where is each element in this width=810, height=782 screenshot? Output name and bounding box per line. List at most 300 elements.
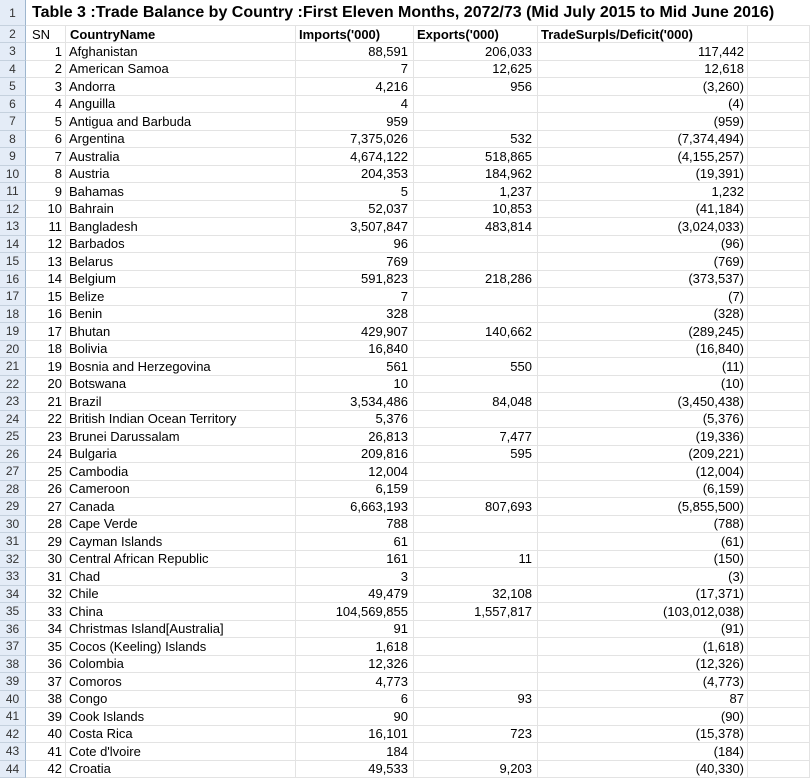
country-name-cell[interactable]: Comoros: [66, 673, 296, 691]
row-header[interactable]: 18: [0, 306, 26, 324]
table-title[interactable]: Table 3 :Trade Balance by Country :First Eleven Months, 2072/73 (Mid July 2015 to Mid June 2016): [26, 0, 810, 26]
trade-balance-cell[interactable]: (4,773): [538, 673, 748, 691]
empty-cell[interactable]: [748, 761, 810, 779]
country-name-cell[interactable]: Barbados: [66, 236, 296, 254]
sn-cell[interactable]: 7: [26, 148, 66, 166]
exports-cell[interactable]: [414, 743, 538, 761]
exports-cell[interactable]: [414, 288, 538, 306]
imports-cell[interactable]: 204,353: [296, 166, 414, 184]
imports-cell[interactable]: 10: [296, 376, 414, 394]
trade-balance-cell[interactable]: (328): [538, 306, 748, 324]
exports-cell[interactable]: [414, 96, 538, 114]
empty-cell[interactable]: [748, 393, 810, 411]
row-header[interactable]: 15: [0, 253, 26, 271]
row-header[interactable]: 29: [0, 498, 26, 516]
imports-cell[interactable]: 104,569,855: [296, 603, 414, 621]
row-header[interactable]: 5: [0, 78, 26, 96]
sn-cell[interactable]: 41: [26, 743, 66, 761]
exports-cell[interactable]: [414, 341, 538, 359]
row-header[interactable]: 19: [0, 323, 26, 341]
row-header[interactable]: 28: [0, 481, 26, 499]
empty-cell[interactable]: [748, 726, 810, 744]
empty-cell[interactable]: [748, 621, 810, 639]
trade-balance-cell[interactable]: (103,012,038): [538, 603, 748, 621]
country-name-cell[interactable]: Argentina: [66, 131, 296, 149]
imports-cell[interactable]: 6,663,193: [296, 498, 414, 516]
exports-cell[interactable]: 10,853: [414, 201, 538, 219]
country-name-cell[interactable]: Australia: [66, 148, 296, 166]
row-header[interactable]: 9: [0, 148, 26, 166]
row-header[interactable]: 20: [0, 341, 26, 359]
empty-cell[interactable]: [748, 656, 810, 674]
country-name-cell[interactable]: Cape Verde: [66, 516, 296, 534]
exports-cell[interactable]: 184,962: [414, 166, 538, 184]
sn-cell[interactable]: 39: [26, 708, 66, 726]
imports-cell[interactable]: 90: [296, 708, 414, 726]
exports-cell[interactable]: 518,865: [414, 148, 538, 166]
exports-cell[interactable]: 550: [414, 358, 538, 376]
country-name-cell[interactable]: Bolivia: [66, 341, 296, 359]
imports-cell[interactable]: 49,479: [296, 586, 414, 604]
sn-cell[interactable]: 15: [26, 288, 66, 306]
imports-cell[interactable]: 49,533: [296, 761, 414, 779]
imports-cell[interactable]: 6: [296, 691, 414, 709]
country-name-cell[interactable]: Bangladesh: [66, 218, 296, 236]
imports-cell[interactable]: 3,534,486: [296, 393, 414, 411]
imports-cell[interactable]: 5,376: [296, 411, 414, 429]
exports-cell[interactable]: [414, 113, 538, 131]
exports-cell[interactable]: 483,814: [414, 218, 538, 236]
empty-cell[interactable]: [748, 551, 810, 569]
row-header[interactable]: 26: [0, 446, 26, 464]
trade-balance-cell[interactable]: (5,376): [538, 411, 748, 429]
country-name-cell[interactable]: Bahamas: [66, 183, 296, 201]
exports-cell[interactable]: 12,625: [414, 61, 538, 79]
header-trade-balance[interactable]: TradeSurpls/Deficit('000): [538, 26, 748, 43]
row-header[interactable]: 3: [0, 43, 26, 61]
sn-cell[interactable]: 2: [26, 61, 66, 79]
empty-cell[interactable]: [748, 26, 810, 43]
sn-cell[interactable]: 17: [26, 323, 66, 341]
trade-balance-cell[interactable]: (7): [538, 288, 748, 306]
row-header[interactable]: 14: [0, 236, 26, 254]
imports-cell[interactable]: 4,773: [296, 673, 414, 691]
sn-cell[interactable]: 4: [26, 96, 66, 114]
sn-cell[interactable]: 38: [26, 691, 66, 709]
empty-cell[interactable]: [748, 236, 810, 254]
country-name-cell[interactable]: Cocos (Keeling) Islands: [66, 638, 296, 656]
sn-cell[interactable]: 3: [26, 78, 66, 96]
empty-cell[interactable]: [748, 708, 810, 726]
country-name-cell[interactable]: Cote d'lvoire: [66, 743, 296, 761]
country-name-cell[interactable]: Belarus: [66, 253, 296, 271]
empty-cell[interactable]: [748, 568, 810, 586]
sn-cell[interactable]: 33: [26, 603, 66, 621]
row-header[interactable]: 33: [0, 568, 26, 586]
empty-cell[interactable]: [748, 463, 810, 481]
country-name-cell[interactable]: Afghanistan: [66, 43, 296, 61]
empty-cell[interactable]: [748, 516, 810, 534]
exports-cell[interactable]: [414, 516, 538, 534]
sn-cell[interactable]: 18: [26, 341, 66, 359]
trade-balance-cell[interactable]: (12,004): [538, 463, 748, 481]
imports-cell[interactable]: 3,507,847: [296, 218, 414, 236]
row-header[interactable]: 1: [0, 0, 26, 26]
trade-balance-cell[interactable]: (373,537): [538, 271, 748, 289]
trade-balance-cell[interactable]: (11): [538, 358, 748, 376]
country-name-cell[interactable]: Botswana: [66, 376, 296, 394]
exports-cell[interactable]: [414, 656, 538, 674]
empty-cell[interactable]: [748, 43, 810, 61]
empty-cell[interactable]: [748, 411, 810, 429]
imports-cell[interactable]: 4,674,122: [296, 148, 414, 166]
country-name-cell[interactable]: Cayman Islands: [66, 533, 296, 551]
imports-cell[interactable]: 209,816: [296, 446, 414, 464]
sn-cell[interactable]: 36: [26, 656, 66, 674]
imports-cell[interactable]: 12,326: [296, 656, 414, 674]
sn-cell[interactable]: 11: [26, 218, 66, 236]
empty-cell[interactable]: [748, 481, 810, 499]
exports-cell[interactable]: 7,477: [414, 428, 538, 446]
trade-balance-cell[interactable]: (1,618): [538, 638, 748, 656]
row-header[interactable]: 42: [0, 726, 26, 744]
header-sn[interactable]: SN: [26, 26, 66, 43]
trade-balance-cell[interactable]: (96): [538, 236, 748, 254]
sn-cell[interactable]: 22: [26, 411, 66, 429]
trade-balance-cell[interactable]: (769): [538, 253, 748, 271]
imports-cell[interactable]: 4,216: [296, 78, 414, 96]
trade-balance-cell[interactable]: (17,371): [538, 586, 748, 604]
row-header[interactable]: 10: [0, 166, 26, 184]
trade-balance-cell[interactable]: (90): [538, 708, 748, 726]
country-name-cell[interactable]: Chad: [66, 568, 296, 586]
country-name-cell[interactable]: Antigua and Barbuda: [66, 113, 296, 131]
exports-cell[interactable]: [414, 481, 538, 499]
empty-cell[interactable]: [748, 603, 810, 621]
sn-cell[interactable]: 13: [26, 253, 66, 271]
exports-cell[interactable]: [414, 638, 538, 656]
imports-cell[interactable]: 7: [296, 288, 414, 306]
header-imports[interactable]: Imports('000): [296, 26, 414, 43]
empty-cell[interactable]: [748, 271, 810, 289]
country-name-cell[interactable]: Andorra: [66, 78, 296, 96]
sn-cell[interactable]: 1: [26, 43, 66, 61]
header-country-name[interactable]: CountryName: [66, 26, 296, 43]
exports-cell[interactable]: [414, 236, 538, 254]
country-name-cell[interactable]: Bahrain: [66, 201, 296, 219]
exports-cell[interactable]: 595: [414, 446, 538, 464]
imports-cell[interactable]: 328: [296, 306, 414, 324]
trade-balance-cell[interactable]: (19,336): [538, 428, 748, 446]
empty-cell[interactable]: [748, 743, 810, 761]
empty-cell[interactable]: [748, 131, 810, 149]
row-header[interactable]: 8: [0, 131, 26, 149]
row-header[interactable]: 2: [0, 26, 26, 43]
trade-balance-cell[interactable]: (4,155,257): [538, 148, 748, 166]
row-header[interactable]: 32: [0, 551, 26, 569]
country-name-cell[interactable]: Congo: [66, 691, 296, 709]
exports-cell[interactable]: [414, 411, 538, 429]
trade-balance-cell[interactable]: (3,024,033): [538, 218, 748, 236]
empty-cell[interactable]: [748, 306, 810, 324]
sn-cell[interactable]: 6: [26, 131, 66, 149]
empty-cell[interactable]: [748, 218, 810, 236]
row-header[interactable]: 34: [0, 586, 26, 604]
exports-cell[interactable]: 93: [414, 691, 538, 709]
country-name-cell[interactable]: Cambodia: [66, 463, 296, 481]
empty-cell[interactable]: [748, 323, 810, 341]
trade-balance-cell[interactable]: (150): [538, 551, 748, 569]
sn-cell[interactable]: 42: [26, 761, 66, 779]
empty-cell[interactable]: [748, 288, 810, 306]
sn-cell[interactable]: 20: [26, 376, 66, 394]
empty-cell[interactable]: [748, 376, 810, 394]
empty-cell[interactable]: [748, 673, 810, 691]
country-name-cell[interactable]: China: [66, 603, 296, 621]
row-header[interactable]: 37: [0, 638, 26, 656]
trade-balance-cell[interactable]: (959): [538, 113, 748, 131]
imports-cell[interactable]: 429,907: [296, 323, 414, 341]
country-name-cell[interactable]: Cook Islands: [66, 708, 296, 726]
empty-cell[interactable]: [748, 183, 810, 201]
imports-cell[interactable]: 7: [296, 61, 414, 79]
trade-balance-cell[interactable]: (15,378): [538, 726, 748, 744]
trade-balance-cell[interactable]: (3,450,438): [538, 393, 748, 411]
country-name-cell[interactable]: Brazil: [66, 393, 296, 411]
exports-cell[interactable]: [414, 533, 538, 551]
sn-cell[interactable]: 23: [26, 428, 66, 446]
sn-cell[interactable]: 12: [26, 236, 66, 254]
country-name-cell[interactable]: Anguilla: [66, 96, 296, 114]
imports-cell[interactable]: 161: [296, 551, 414, 569]
row-header[interactable]: 35: [0, 603, 26, 621]
sn-cell[interactable]: 34: [26, 621, 66, 639]
exports-cell[interactable]: [414, 376, 538, 394]
exports-cell[interactable]: [414, 568, 538, 586]
sn-cell[interactable]: 21: [26, 393, 66, 411]
imports-cell[interactable]: 96: [296, 236, 414, 254]
exports-cell[interactable]: [414, 253, 538, 271]
imports-cell[interactable]: 3: [296, 568, 414, 586]
exports-cell[interactable]: 32,108: [414, 586, 538, 604]
exports-cell[interactable]: [414, 708, 538, 726]
exports-cell[interactable]: 206,033: [414, 43, 538, 61]
row-header[interactable]: 17: [0, 288, 26, 306]
imports-cell[interactable]: 6,159: [296, 481, 414, 499]
sn-cell[interactable]: 30: [26, 551, 66, 569]
exports-cell[interactable]: 723: [414, 726, 538, 744]
trade-balance-cell[interactable]: (289,245): [538, 323, 748, 341]
row-header[interactable]: 12: [0, 201, 26, 219]
sn-cell[interactable]: 25: [26, 463, 66, 481]
sn-cell[interactable]: 26: [26, 481, 66, 499]
exports-cell[interactable]: [414, 621, 538, 639]
imports-cell[interactable]: 1,618: [296, 638, 414, 656]
empty-cell[interactable]: [748, 533, 810, 551]
sn-cell[interactable]: 9: [26, 183, 66, 201]
header-exports[interactable]: Exports('000): [414, 26, 538, 43]
exports-cell[interactable]: 9,203: [414, 761, 538, 779]
empty-cell[interactable]: [748, 341, 810, 359]
trade-balance-cell[interactable]: (788): [538, 516, 748, 534]
row-header[interactable]: 36: [0, 621, 26, 639]
country-name-cell[interactable]: Central African Republic: [66, 551, 296, 569]
row-header[interactable]: 22: [0, 376, 26, 394]
imports-cell[interactable]: 4: [296, 96, 414, 114]
country-name-cell[interactable]: American Samoa: [66, 61, 296, 79]
country-name-cell[interactable]: Christmas Island[Australia]: [66, 621, 296, 639]
row-header[interactable]: 30: [0, 516, 26, 534]
trade-balance-cell[interactable]: (41,184): [538, 201, 748, 219]
imports-cell[interactable]: 16,101: [296, 726, 414, 744]
sn-cell[interactable]: 27: [26, 498, 66, 516]
trade-balance-cell[interactable]: (3,260): [538, 78, 748, 96]
trade-balance-cell[interactable]: (5,855,500): [538, 498, 748, 516]
exports-cell[interactable]: 11: [414, 551, 538, 569]
row-header[interactable]: 16: [0, 271, 26, 289]
country-name-cell[interactable]: British Indian Ocean Territory: [66, 411, 296, 429]
imports-cell[interactable]: 184: [296, 743, 414, 761]
country-name-cell[interactable]: Costa Rica: [66, 726, 296, 744]
country-name-cell[interactable]: Belize: [66, 288, 296, 306]
trade-balance-cell[interactable]: 12,618: [538, 61, 748, 79]
exports-cell[interactable]: 956: [414, 78, 538, 96]
row-header[interactable]: 40: [0, 691, 26, 709]
imports-cell[interactable]: 12,004: [296, 463, 414, 481]
row-header[interactable]: 25: [0, 428, 26, 446]
exports-cell[interactable]: 140,662: [414, 323, 538, 341]
empty-cell[interactable]: [748, 498, 810, 516]
sn-cell[interactable]: 35: [26, 638, 66, 656]
sn-cell[interactable]: 28: [26, 516, 66, 534]
country-name-cell[interactable]: Bhutan: [66, 323, 296, 341]
empty-cell[interactable]: [748, 113, 810, 131]
trade-balance-cell[interactable]: 87: [538, 691, 748, 709]
trade-balance-cell[interactable]: (184): [538, 743, 748, 761]
country-name-cell[interactable]: Brunei Darussalam: [66, 428, 296, 446]
trade-balance-cell[interactable]: 1,232: [538, 183, 748, 201]
imports-cell[interactable]: 788: [296, 516, 414, 534]
country-name-cell[interactable]: Canada: [66, 498, 296, 516]
empty-cell[interactable]: [748, 166, 810, 184]
trade-balance-cell[interactable]: (16,840): [538, 341, 748, 359]
country-name-cell[interactable]: Colombia: [66, 656, 296, 674]
row-header[interactable]: 13: [0, 218, 26, 236]
row-header[interactable]: 24: [0, 411, 26, 429]
trade-balance-cell[interactable]: (61): [538, 533, 748, 551]
exports-cell[interactable]: 218,286: [414, 271, 538, 289]
sn-cell[interactable]: 32: [26, 586, 66, 604]
country-name-cell[interactable]: Chile: [66, 586, 296, 604]
trade-balance-cell[interactable]: (3): [538, 568, 748, 586]
exports-cell[interactable]: 1,557,817: [414, 603, 538, 621]
empty-cell[interactable]: [748, 96, 810, 114]
row-header[interactable]: 4: [0, 61, 26, 79]
row-header[interactable]: 6: [0, 96, 26, 114]
country-name-cell[interactable]: Austria: [66, 166, 296, 184]
empty-cell[interactable]: [748, 61, 810, 79]
imports-cell[interactable]: 91: [296, 621, 414, 639]
row-header[interactable]: 43: [0, 743, 26, 761]
imports-cell[interactable]: 16,840: [296, 341, 414, 359]
sn-cell[interactable]: 40: [26, 726, 66, 744]
trade-balance-cell[interactable]: (7,374,494): [538, 131, 748, 149]
empty-cell[interactable]: [748, 201, 810, 219]
imports-cell[interactable]: 5: [296, 183, 414, 201]
empty-cell[interactable]: [748, 446, 810, 464]
trade-balance-cell[interactable]: (40,330): [538, 761, 748, 779]
imports-cell[interactable]: 591,823: [296, 271, 414, 289]
row-header[interactable]: 21: [0, 358, 26, 376]
row-header[interactable]: 7: [0, 113, 26, 131]
exports-cell[interactable]: 532: [414, 131, 538, 149]
imports-cell[interactable]: 7,375,026: [296, 131, 414, 149]
imports-cell[interactable]: 769: [296, 253, 414, 271]
sn-cell[interactable]: 14: [26, 271, 66, 289]
row-header[interactable]: 44: [0, 761, 26, 779]
empty-cell[interactable]: [748, 428, 810, 446]
empty-cell[interactable]: [748, 78, 810, 96]
sn-cell[interactable]: 10: [26, 201, 66, 219]
row-header[interactable]: 23: [0, 393, 26, 411]
row-header[interactable]: 31: [0, 533, 26, 551]
sn-cell[interactable]: 29: [26, 533, 66, 551]
exports-cell[interactable]: [414, 306, 538, 324]
country-name-cell[interactable]: Belgium: [66, 271, 296, 289]
row-header[interactable]: 39: [0, 673, 26, 691]
trade-balance-cell[interactable]: (12,326): [538, 656, 748, 674]
sn-cell[interactable]: 31: [26, 568, 66, 586]
sn-cell[interactable]: 5: [26, 113, 66, 131]
trade-balance-cell[interactable]: (10): [538, 376, 748, 394]
exports-cell[interactable]: [414, 463, 538, 481]
trade-balance-cell[interactable]: (91): [538, 621, 748, 639]
sn-cell[interactable]: 19: [26, 358, 66, 376]
imports-cell[interactable]: 88,591: [296, 43, 414, 61]
trade-balance-cell[interactable]: 117,442: [538, 43, 748, 61]
trade-balance-cell[interactable]: (209,221): [538, 446, 748, 464]
sn-cell[interactable]: 37: [26, 673, 66, 691]
empty-cell[interactable]: [748, 253, 810, 271]
empty-cell[interactable]: [748, 148, 810, 166]
imports-cell[interactable]: 61: [296, 533, 414, 551]
row-header[interactable]: 38: [0, 656, 26, 674]
empty-cell[interactable]: [748, 586, 810, 604]
trade-balance-cell[interactable]: (19,391): [538, 166, 748, 184]
country-name-cell[interactable]: Benin: [66, 306, 296, 324]
imports-cell[interactable]: 561: [296, 358, 414, 376]
sn-cell[interactable]: 24: [26, 446, 66, 464]
imports-cell[interactable]: 26,813: [296, 428, 414, 446]
empty-cell[interactable]: [748, 691, 810, 709]
country-name-cell[interactable]: Bulgaria: [66, 446, 296, 464]
imports-cell[interactable]: 959: [296, 113, 414, 131]
country-name-cell[interactable]: Bosnia and Herzegovina: [66, 358, 296, 376]
trade-balance-cell[interactable]: (4): [538, 96, 748, 114]
row-header[interactable]: 41: [0, 708, 26, 726]
imports-cell[interactable]: 52,037: [296, 201, 414, 219]
exports-cell[interactable]: 807,693: [414, 498, 538, 516]
sn-cell[interactable]: 8: [26, 166, 66, 184]
exports-cell[interactable]: [414, 673, 538, 691]
empty-cell[interactable]: [748, 638, 810, 656]
sn-cell[interactable]: 16: [26, 306, 66, 324]
row-header[interactable]: 27: [0, 463, 26, 481]
empty-cell[interactable]: [748, 358, 810, 376]
exports-cell[interactable]: 1,237: [414, 183, 538, 201]
row-header[interactable]: 11: [0, 183, 26, 201]
trade-balance-cell[interactable]: (6,159): [538, 481, 748, 499]
